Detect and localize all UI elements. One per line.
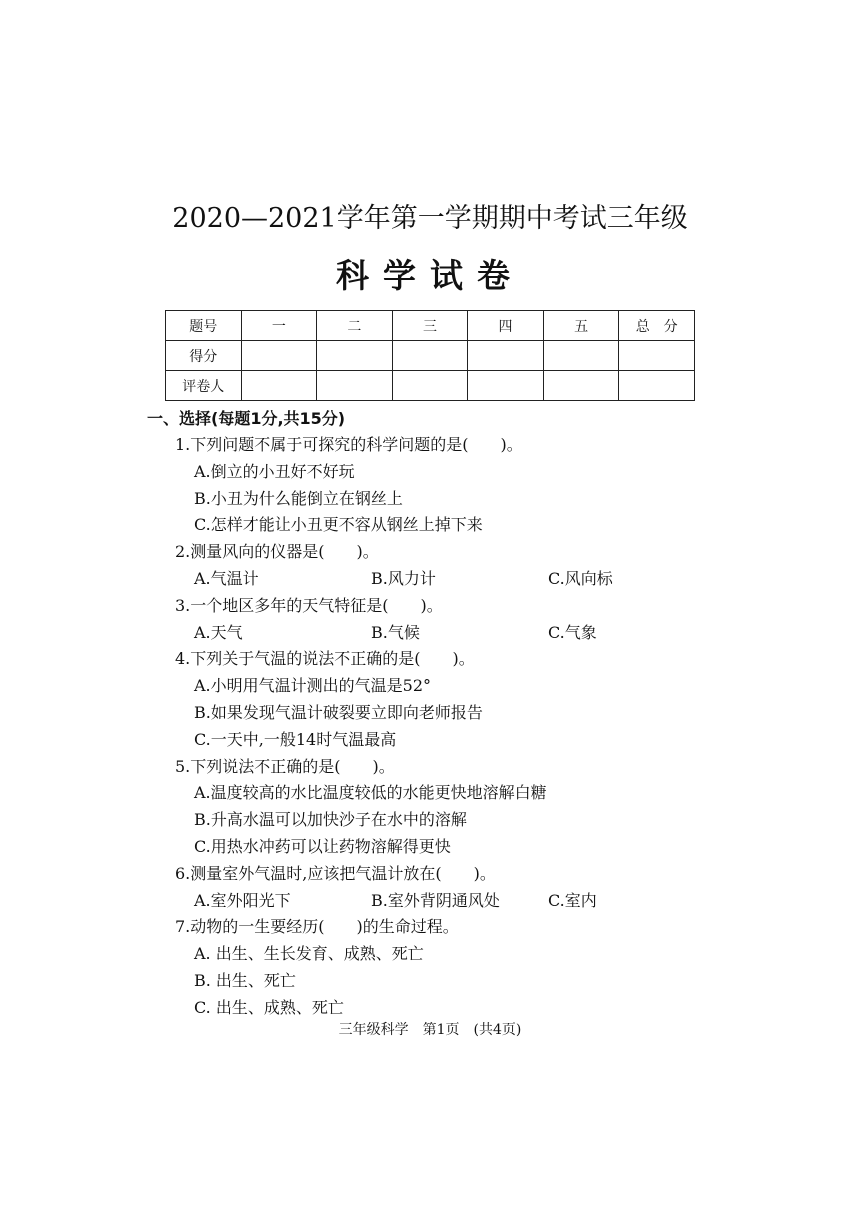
question-option: B.风力计 xyxy=(371,568,436,588)
question-option: B.室外背阴通风处 xyxy=(371,890,500,910)
question-option: C. 出生、成熟、死亡 xyxy=(194,997,344,1017)
question-option: A.倒立的小丑好不好玩 xyxy=(194,461,355,481)
score-table-header: 三 xyxy=(392,311,468,341)
question-stem: 2.测量风向的仪器是( )。 xyxy=(175,542,379,562)
score-cell[interactable] xyxy=(543,341,619,371)
question-option: B.气候 xyxy=(371,622,420,642)
score-table-header: 一 xyxy=(241,311,317,341)
section-choice xyxy=(147,406,707,1022)
question-option: A.温度较高的水比温度较低的水能更快地溶解白糖 xyxy=(194,783,547,803)
question-stem: 5.下列说法不正确的是( )。 xyxy=(175,756,395,776)
question-option: A.室外阳光下 xyxy=(194,890,291,910)
option-row xyxy=(147,566,707,593)
question-stem: 7.动物的一生要经历( )的生命过程。 xyxy=(175,917,459,937)
question-stem: 6.测量室外气温时,应该把气温计放在( )。 xyxy=(175,863,496,883)
score-cell[interactable] xyxy=(619,341,695,371)
grader-cell[interactable] xyxy=(619,371,695,401)
question-option: B.升高水温可以加快沙子在水中的溶解 xyxy=(194,810,467,830)
question-option: B.小丑为什么能倒立在钢丝上 xyxy=(194,488,403,508)
score-table-header: 总 分 xyxy=(619,311,695,341)
score-table-header-row xyxy=(166,311,695,341)
question-option: C.一天中,一般14时气温最高 xyxy=(194,729,397,749)
question-option: B. 出生、死亡 xyxy=(194,970,296,990)
grader-cell[interactable] xyxy=(392,371,468,401)
question-option: B.如果发现气温计破裂要立即向老师报告 xyxy=(194,702,483,722)
question-option: C.气象 xyxy=(548,622,597,642)
score-table-header: 四 xyxy=(468,311,544,341)
score-row xyxy=(166,341,695,371)
score-table-header: 五 xyxy=(543,311,619,341)
score-table-header: 二 xyxy=(317,311,393,341)
question-stem: 4.下列关于气温的说法不正确的是( )。 xyxy=(175,649,475,669)
question-stem: 1.下列问题不属于可探究的科学问题的是( )。 xyxy=(175,435,523,454)
question-option: A.气温计 xyxy=(194,568,259,588)
section-heading: 一、选择(每题1分,共15分) xyxy=(147,409,346,428)
score-table xyxy=(165,310,695,401)
page-footer: 三年级科学 第1页 (共4页) xyxy=(338,1022,522,1038)
score-cell[interactable] xyxy=(468,341,544,371)
score-row-label: 得分 xyxy=(166,341,242,371)
question-option: A. 出生、生长发育、成熟、死亡 xyxy=(194,944,424,964)
question-option: C.怎样才能让小丑更不容从钢丝上掉下来 xyxy=(194,515,483,535)
option-row xyxy=(147,888,707,915)
exam-title: 2020—2021学年第一学期期中考试三年级 xyxy=(172,203,688,234)
grader-cell[interactable] xyxy=(543,371,619,401)
grader-cell[interactable] xyxy=(468,371,544,401)
grader-cell[interactable] xyxy=(241,371,317,401)
score-cell[interactable] xyxy=(317,341,393,371)
exam-subtitle: 科学试卷 xyxy=(336,256,524,295)
question-option: C.室内 xyxy=(548,890,597,910)
grader-row xyxy=(166,371,695,401)
score-cell[interactable] xyxy=(241,341,317,371)
grader-cell[interactable] xyxy=(317,371,393,401)
question-option: C.风向标 xyxy=(548,568,613,588)
option-row xyxy=(147,620,707,647)
score-cell[interactable] xyxy=(392,341,468,371)
question-stem: 3.一个地区多年的天气特征是( )。 xyxy=(175,595,443,615)
question-option: A.小明用气温计测出的气温是52° xyxy=(194,676,432,696)
score-table-header: 题号 xyxy=(166,311,242,341)
question-option: C.用热水冲药可以让药物溶解得更快 xyxy=(194,836,451,856)
question-option: A.天气 xyxy=(194,622,243,642)
grader-row-label: 评卷人 xyxy=(166,371,242,401)
